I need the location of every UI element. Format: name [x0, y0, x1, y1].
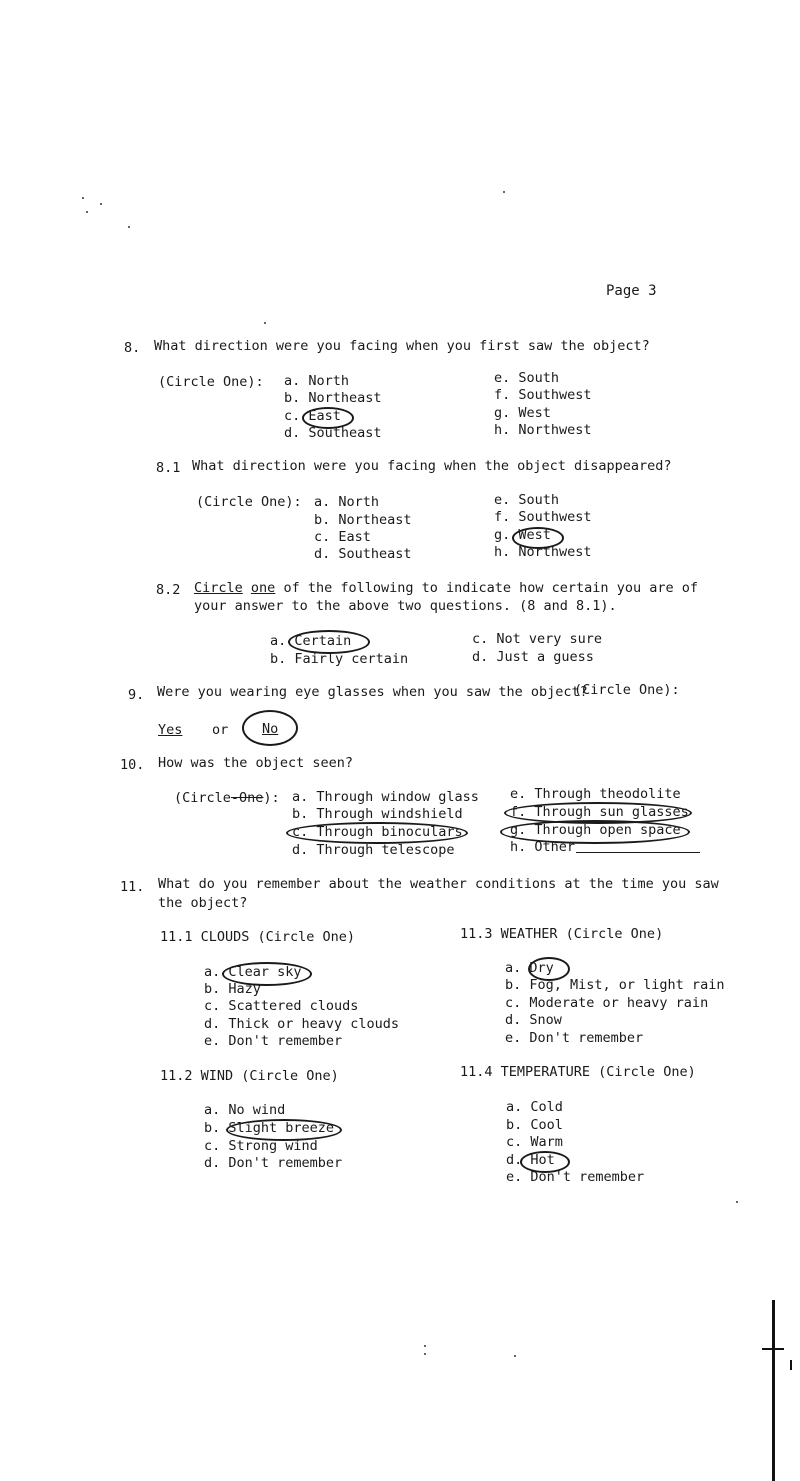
q10-other-blank [576, 852, 700, 853]
q8-2-answer-circle [288, 630, 370, 654]
q10-option-f[interactable]: f. Through sun glasses [510, 804, 689, 820]
question-8-1-number: 8.1 [156, 460, 181, 476]
q9-option-yes[interactable]: Yes [158, 722, 183, 738]
scan-speck [424, 1353, 426, 1355]
question-10-number: 10. [120, 757, 145, 773]
q10-option-e[interactable]: e. Through theodolite [510, 786, 681, 802]
wind-option-a[interactable]: a. No wind [204, 1102, 286, 1118]
weather-option-d[interactable]: d. Snow [505, 1012, 562, 1028]
question-8-number: 8. [124, 340, 141, 356]
q10-answer-circle-g [500, 820, 690, 844]
question-9-number: 9. [128, 687, 145, 703]
q8-1-option-f[interactable]: f. Southwest [494, 509, 592, 525]
clouds-option-c[interactable]: c. Scattered clouds [204, 998, 359, 1014]
question-10-instruction [174, 792, 280, 806]
q8-2-option-a[interactable]: a. Certain [270, 633, 352, 649]
q8-2-option-c[interactable]: c. Not very sure [472, 631, 603, 647]
q10-option-g[interactable]: g. Through open space [510, 822, 681, 838]
question-8-1-text: What direction were you facing when the object disappeared? [192, 458, 672, 474]
question-8-instruction: (Circle One): [158, 374, 264, 390]
q10-option-a[interactable]: a. Through window glass [292, 789, 479, 805]
temperature-option-e[interactable]: e. Don't remember [506, 1169, 645, 1185]
scan-speck [503, 191, 505, 193]
circle-word: Circle [194, 580, 243, 596]
q8-option-d[interactable]: d. Southeast [284, 425, 382, 441]
q8-2-option-d[interactable]: d. Just a guess [472, 649, 594, 665]
weather-option-a[interactable]: a. Dry [505, 960, 554, 976]
question-8-2-text-rest: of the following to indicate how certain you are of [283, 580, 698, 596]
q8-option-b[interactable]: b. Northeast [284, 390, 382, 406]
q8-option-c[interactable]: c. East [284, 408, 341, 424]
q10-instruction-prefix: (Circle [174, 790, 231, 806]
temperature-answer-circle [520, 1151, 570, 1173]
q8-option-h[interactable]: h. Northwest [494, 422, 592, 438]
wind-section-title: 11.2 WIND (Circle One) [160, 1068, 339, 1084]
question-11-text-line1: What do you remember about the weather conditions at the time you saw [158, 876, 719, 892]
q10-option-d[interactable]: d. Through telescope [292, 842, 455, 858]
weather-option-b[interactable]: b. Fog, Mist, or light rain [505, 977, 725, 993]
q8-1-option-a[interactable]: a. North [314, 494, 380, 510]
q8-option-e[interactable]: e. South [494, 370, 560, 386]
wind-option-d[interactable]: d. Don't remember [204, 1155, 343, 1171]
scan-edge-mark [772, 1300, 775, 1481]
scan-speck [424, 1345, 426, 1347]
question-8-2-text-line2: your answer to the above two questions. (8 and 8.1). [194, 598, 617, 614]
wind-option-c[interactable]: c. Strong wind [204, 1138, 318, 1154]
question-9-text: Were you wearing eye glasses when you saw the object? [157, 684, 588, 700]
clouds-option-b[interactable]: b. Hazy [204, 981, 261, 997]
one-word: one [250, 580, 276, 596]
q9-answer-circle [242, 710, 298, 746]
q9-option-no[interactable]: No [262, 721, 279, 737]
scan-speck [514, 1355, 516, 1357]
clouds-option-d[interactable]: d. Thick or heavy clouds [204, 1016, 400, 1032]
clouds-answer-circle [222, 962, 312, 986]
question-8-1-instruction: (Circle One): [196, 494, 302, 510]
q8-option-a[interactable]: a. North [284, 373, 350, 389]
scan-speck [82, 197, 84, 199]
question-8-2-text [194, 582, 698, 596]
scan-speck [736, 1201, 738, 1203]
weather-section-title: 11.3 WEATHER (Circle One) [460, 926, 664, 942]
q8-2-option-b[interactable]: b. Fairly certain [270, 651, 409, 667]
temperature-option-d[interactable]: d. Hot [506, 1152, 555, 1168]
question-10-text: How was the object seen? [158, 755, 354, 771]
question-9-instruction: (Circle One): [574, 682, 680, 698]
q10-answer-circle-c [286, 822, 468, 844]
scan-edge-mark [762, 1348, 784, 1350]
q8-1-option-h[interactable]: h. Northwest [494, 544, 592, 560]
scan-speck [264, 322, 266, 324]
q10-instruction-struck: -One [230, 790, 264, 806]
temperature-option-a[interactable]: a. Cold [506, 1099, 563, 1115]
weather-answer-circle [528, 957, 570, 981]
q8-1-option-g[interactable]: g. West [494, 527, 551, 543]
wind-option-b[interactable]: b. Slight breeze [204, 1120, 335, 1136]
temperature-option-b[interactable]: b. Cool [506, 1117, 563, 1133]
q8-1-option-e[interactable]: e. South [494, 492, 560, 508]
q8-1-option-b[interactable]: b. Northeast [314, 512, 412, 528]
q8-option-f[interactable]: f. Southwest [494, 387, 592, 403]
q8-answer-circle [302, 407, 354, 429]
temperature-section-title: 11.4 TEMPERATURE (Circle One) [460, 1064, 696, 1080]
question-8-2-number: 8.2 [156, 582, 181, 598]
clouds-option-e[interactable]: e. Don't remember [204, 1033, 343, 1049]
q8-option-g[interactable]: g. West [494, 405, 551, 421]
scan-speck [86, 211, 88, 213]
weather-option-c[interactable]: c. Moderate or heavy rain [505, 995, 709, 1011]
wind-answer-circle [226, 1119, 342, 1141]
q10-option-c[interactable]: c. Through binoculars [292, 824, 463, 840]
question-8-text: What direction were you facing when you first saw the object? [154, 338, 650, 354]
q10-option-b[interactable]: b. Through windshield [292, 806, 463, 822]
scan-speck [100, 203, 102, 205]
question-11-number: 11. [120, 879, 145, 895]
q10-instruction-suffix: ): [263, 790, 280, 806]
q8-1-answer-circle [512, 527, 564, 549]
q10-option-h[interactable]: h. Other [510, 839, 576, 855]
page-number: Page 3 [606, 283, 657, 299]
question-11-text-line2: the object? [158, 895, 248, 911]
temperature-option-c[interactable]: c. Warm [506, 1134, 563, 1150]
clouds-option-a[interactable]: a. Clear sky [204, 964, 302, 980]
q9-or: or [212, 722, 229, 738]
q8-1-option-d[interactable]: d. Southeast [314, 546, 412, 562]
scan-speck [128, 226, 130, 228]
weather-option-e[interactable]: e. Don't remember [505, 1030, 644, 1046]
clouds-section-title: 11.1 CLOUDS (Circle One) [160, 929, 356, 945]
q8-1-option-c[interactable]: c. East [314, 529, 371, 545]
scan-edge-mark [790, 1360, 792, 1370]
